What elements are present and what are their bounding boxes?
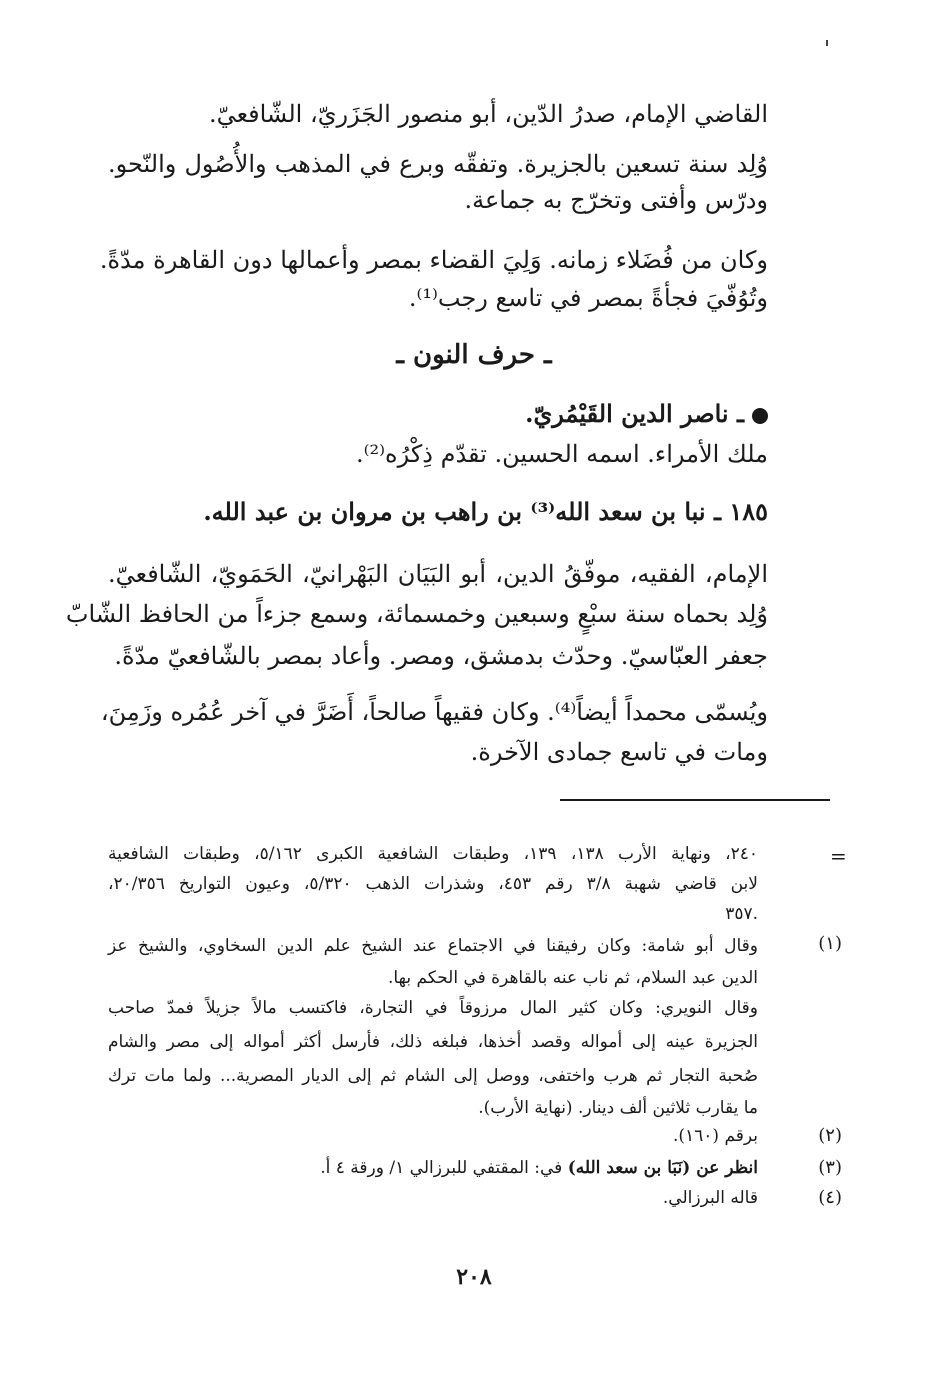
footnote-line: قاله البرزالي. xyxy=(662,1188,758,1208)
entry-title xyxy=(525,398,768,430)
text-line: ودرّس وأفتى وتخرّج به جماعة. xyxy=(464,186,768,214)
footnote-line: ما يقارب ثلاثين ألف دينار. (نهاية الأرب). xyxy=(478,1098,758,1118)
text-line: الإمام، الفقيه، موفّقُ الدين، أبو البَيَان البَهْرانيّ، الحَمَويّ، الشّافعيّ. xyxy=(108,560,768,588)
text-line: وكان من فُضَلاء زمانه. وَلِيَ القضاء بمصر وأعمالها دون القاهرة مدّةً. xyxy=(99,246,768,274)
text-line: وتُوُفّيَ فجأةً بمصر في تاسع رجب⁽¹⁾. xyxy=(408,284,768,312)
footnote-rest: في: المقتفي للبرزالي ١/ ورقة ٤ أ. xyxy=(320,1158,568,1178)
footnote-line: ٢٤٠، ونهاية الأرب ١٣٨، ١٣٩، وطبقات الشافعية الكبرى ٥/١٦٢، وطبقات الشافعية xyxy=(108,844,758,864)
text-line: وُلِد بحماه سنة سبْعٍ وسبعين وخمسمائة، وسمع جزءاً من الحافظ الشّابّ xyxy=(65,600,768,628)
footnote-line: برقم (١٦٠). xyxy=(672,1126,758,1146)
footnote-line xyxy=(320,1156,758,1180)
footnote-separator xyxy=(560,799,830,801)
text-line: وُلِد سنة تسعين بالجزيرة. وتفقّه وبرع في المذهب والأُصُول والنّحو. xyxy=(108,150,768,178)
text-line: ومات في تاسع جمادى الآخرة. xyxy=(470,738,768,766)
footnote-line: الجزيرة عينه إلى أمواله وقصد أخذها، فبلغه ذلك، فأرسل أكثر أمواله إلى مصر والشام xyxy=(108,1032,758,1052)
footnote-line: وقال أبو شامة: وكان رفيقنا في الاجتماع عند الشيخ علم الدين السخاوي، والشيخ عز xyxy=(108,936,758,956)
entry-heading: ١٨٥ ـ نبا بن سعد الله⁽³⁾ بن راهب بن مروان بن عبد الله. xyxy=(203,497,768,526)
footnote-line: الدين عبد السلام، ثم ناب عنه بالقاهرة في الحكم بها. xyxy=(387,968,758,988)
page-mark xyxy=(826,40,828,46)
footnote-line: لابن قاضي شهبة ٣/٨ رقم ٤٥٣، وشذرات الذهب ٥/٣٢٠، وعيون التواريخ ٢٠/٣٥٦، xyxy=(108,874,758,894)
footnote-bold: انظر عن (نَبَا بن سعد الله) xyxy=(567,1158,758,1178)
text-line: القاضي الإمام، صدرُ الدّين، أبو منصور الجَزَريّ، الشّافعيّ. xyxy=(208,100,768,128)
text-line: ملك الأمراء. اسمه الحسين. تقدّم ذِكْرُه⁽²⁾. xyxy=(355,440,768,468)
entry-title-text: ـ ناصر الدين القَيْمُريّ. xyxy=(525,399,744,428)
footnote-line: ٣٥٧. xyxy=(725,904,758,924)
section-heading: ـ حرف النون ـ xyxy=(396,340,552,370)
footnote-number: (٢) xyxy=(818,1125,842,1146)
footnote-number: (٤) xyxy=(818,1187,842,1208)
footnote-line: صُحبة التجار ثم هرب واختفى، ووصل إلى الشام ثم إلى الديار المصرية... ولما مات ترك xyxy=(108,1066,759,1086)
bullet-icon xyxy=(752,408,768,424)
page-number: ٢٠٨ xyxy=(456,1264,492,1290)
footnote-number: (٣) xyxy=(818,1157,842,1178)
continuation-mark: = xyxy=(830,844,847,868)
footnote-line: وقال النويري: وكان كثير المال مرزوقاً في التجارة، فاكتسب مالاً جزيلاً فمدّ صاحب xyxy=(108,998,758,1018)
text-line: جعفر العبّاسيّ. وحدّث بدمشق، ومصر. وأعاد بمصر بالشّافعيّ مدّةً. xyxy=(114,642,768,670)
footnote-number: (١) xyxy=(818,933,842,954)
text-line: ويُسمّى محمداً أيضاً⁽⁴⁾. وكان فقيهاً صالحاً، أَضَرَّ في آخر عُمُره وزَمِنَ، xyxy=(100,698,768,726)
